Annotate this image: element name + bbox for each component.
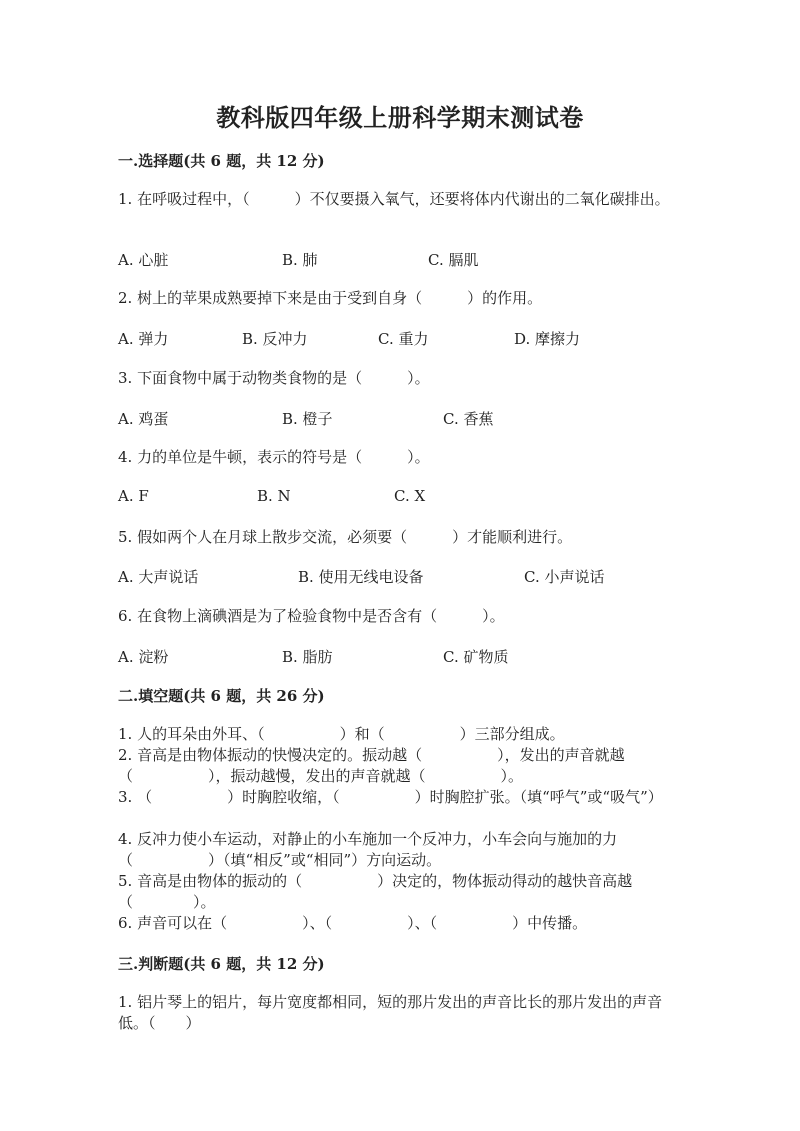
option-c: C. X — [394, 487, 426, 505]
section-heading-choice: 一.选择题(共 6 题，共 12 分) — [118, 152, 325, 170]
option-a: A. F — [118, 487, 149, 505]
option-c: C. 膈肌 — [428, 251, 479, 269]
question-text: 5. 音高是由物体的振动的（ ）决定的，物体振动得动的越快音高越（ ）。 — [118, 872, 633, 911]
option-a: A. 鸡蛋 — [118, 410, 169, 428]
question-text: 4. 反冲力使小车运动，对静止的小车施加一个反冲力，小车会向与施加的力（ ）（填“相反”或“相同”）方向运动。 — [118, 830, 618, 869]
page-title: 教科版四年级上册科学期末测试卷 — [216, 103, 584, 132]
option-d: D. 摩擦力 — [514, 330, 581, 348]
option-b: B. 反冲力 — [242, 330, 308, 348]
section-heading-true-false: 三.判断题(共 6 题，共 12 分) — [118, 955, 325, 973]
question-text: 6. 声音可以在（ ）、（ ）、（ ）中传播。 — [118, 914, 588, 932]
option-c: C. 重力 — [378, 330, 429, 348]
section-heading-fill-blank: 二.填空题(共 6 题，共 26 分) — [118, 687, 325, 705]
option-c: C. 小声说话 — [524, 568, 605, 586]
option-b: B. 橙子 — [282, 410, 333, 428]
question-text: 2. 树上的苹果成熟要掉下来是由于受到自身（ ）的作用。 — [118, 289, 543, 307]
option-b: B. 使用无线电设备 — [298, 568, 424, 586]
question-text: 4. 力的单位是牛顿，表示的符号是（ ）。 — [118, 448, 430, 466]
option-a: A. 淀粉 — [118, 648, 169, 666]
question-text: 3. （ ）时胸腔收缩，（ ）时胸腔扩张。（填“呼气”或“吸气”） — [118, 788, 663, 806]
option-b: B. 脂肪 — [282, 648, 333, 666]
option-b: B. 肺 — [282, 251, 318, 269]
question-text: 1. 人的耳朵由外耳、（ ）和（ ）三部分组成。 — [118, 725, 565, 743]
option-b: B. N — [257, 487, 291, 505]
option-c: C. 矿物质 — [443, 648, 509, 666]
question-text: 1. 在呼吸过程中，（ ）不仅要摄入氧气，还要将体内代谢出的二氧化碳排出。 — [118, 190, 670, 208]
option-a: A. 心脏 — [118, 251, 169, 269]
option-a: A. 大声说话 — [118, 568, 199, 586]
question-text: 1. 铝片琴上的铝片，每片宽度都相同，短的那片发出的声音比长的那片发出的声音低。（ ） — [118, 993, 663, 1032]
question-text: 3. 下面食物中属于动物类食物的是（ ）。 — [118, 369, 430, 387]
question-text: 2. 音高是由物体振动的快慢决定的。振动越（ ），发出的声音就越（ ），振动越慢，发出的声音就越（ ）。 — [118, 746, 625, 785]
question-text: 6. 在食物上滴碘酒是为了检验食物中是否含有（ ）。 — [118, 607, 505, 625]
question-text: 5. 假如两个人在月球上散步交流，必须要（ ）才能顺利进行。 — [118, 528, 573, 546]
option-a: A. 弹力 — [118, 330, 169, 348]
option-c: C. 香蕉 — [443, 410, 494, 428]
